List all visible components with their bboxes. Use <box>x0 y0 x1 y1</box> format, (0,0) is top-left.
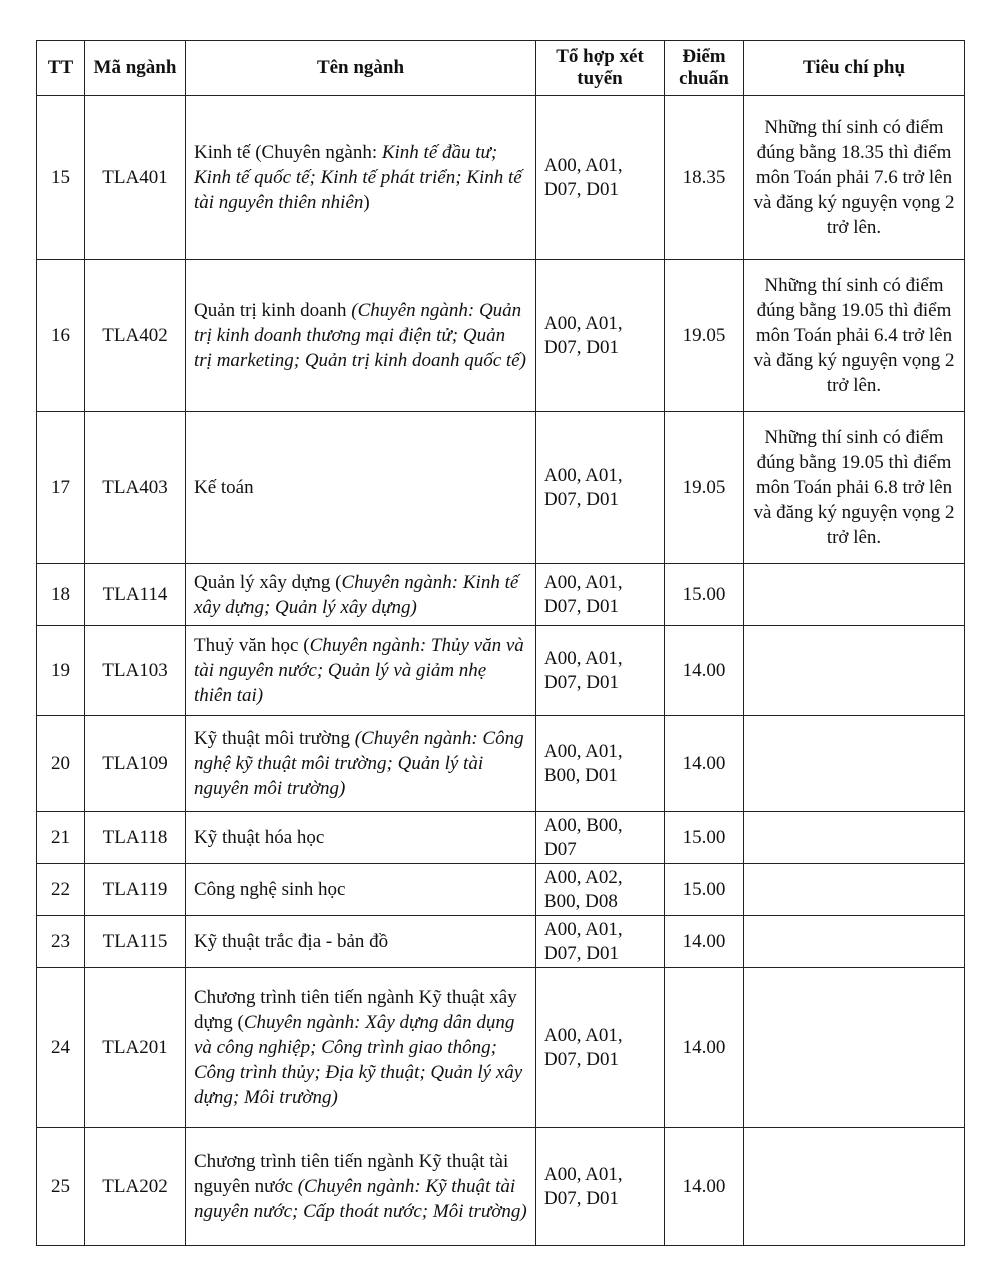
cutoff-score: 14.00 <box>665 716 744 812</box>
subject-combination: A00, A01, D07, D01 <box>536 968 665 1128</box>
header-cutoff-score: Điểm chuẩn <box>665 41 744 96</box>
header-major-code: Mã ngành <box>85 41 186 96</box>
table-row <box>37 260 965 412</box>
cutoff-score: 15.00 <box>665 864 744 916</box>
table-row <box>37 96 965 260</box>
major-name-italic: Chuyên ngành: Thủy văn và tài nguyên nước; Quản lý và giảm nhẹ thiên tai) <box>194 635 524 706</box>
row-number: 21 <box>37 812 85 864</box>
table-row <box>37 1128 965 1246</box>
table-row <box>37 716 965 812</box>
table-row <box>37 916 965 968</box>
major-name-text: Chương trình tiên tiến ngành Kỹ thuật xây dựng ( <box>194 987 517 1033</box>
major-name-text: Kế toán <box>194 477 254 498</box>
header-tt: TT <box>37 41 85 96</box>
table-row <box>37 812 965 864</box>
cutoff-score: 15.00 <box>665 812 744 864</box>
major-code: TLA118 <box>85 812 186 864</box>
major-code: TLA103 <box>85 626 186 716</box>
header-row <box>37 41 965 96</box>
major-name <box>186 968 536 1128</box>
subject-combination: A00, A01, D07, D01 <box>536 96 665 260</box>
cutoff-score: 19.05 <box>665 412 744 564</box>
secondary-criteria <box>744 812 965 864</box>
subject-combination: A00, B00, D07 <box>536 812 665 864</box>
major-name <box>186 626 536 716</box>
secondary-criteria <box>744 564 965 626</box>
row-number: 17 <box>37 412 85 564</box>
major-name-text: Kỹ thuật hóa học <box>194 827 325 848</box>
row-number: 25 <box>37 1128 85 1246</box>
header-subject-combination: Tổ hợp xét tuyển <box>536 41 665 96</box>
major-code: TLA115 <box>85 916 186 968</box>
major-code: TLA403 <box>85 412 186 564</box>
major-name <box>186 812 536 864</box>
secondary-criteria <box>744 626 965 716</box>
table-row <box>37 864 965 916</box>
major-name-italic: Chuyên ngành: Kinh tế xây dựng; Quản lý xây dựng) <box>194 571 519 618</box>
major-name <box>186 1128 536 1246</box>
major-name <box>186 96 536 260</box>
subject-combination: A00, A01, D07, D01 <box>536 412 665 564</box>
major-name-text: ) <box>363 192 370 213</box>
major-name-italic: Kinh tế đầu tư; Kinh tế quốc tế; Kinh tế phát triển; Kinh tế tài nguyên thiên nhiên <box>194 142 522 213</box>
row-number: 20 <box>37 716 85 812</box>
secondary-criteria <box>744 968 965 1128</box>
secondary-criteria <box>744 716 965 812</box>
cutoff-score: 15.00 <box>665 564 744 626</box>
major-name-text: Kỹ thuật trắc địa - bản đồ <box>194 931 389 952</box>
row-number: 22 <box>37 864 85 916</box>
major-name <box>186 260 536 412</box>
major-name-italic: Chuyên ngành: Xây dựng dân dụng và công nghiệp; Công trình giao thông; Công trình thủy; Địa kỹ thuật; Quản lý xây dựng; Môi trường) <box>194 1012 523 1108</box>
major-name-text: Thuỷ văn học ( <box>194 635 310 656</box>
row-number: 24 <box>37 968 85 1128</box>
header-major-name: Tên ngành <box>186 41 536 96</box>
major-name-italic: (Chuyên ngành: Quản trị kinh doanh thương mại điện tử; Quản trị marketing; Quản trị kinh doanh quốc tế) <box>194 300 526 371</box>
table-row <box>37 564 965 626</box>
major-code: TLA401 <box>85 96 186 260</box>
secondary-criteria <box>744 1128 965 1246</box>
secondary-criteria <box>744 864 965 916</box>
subject-combination: A00, A01, D07, D01 <box>536 916 665 968</box>
table-row <box>37 626 965 716</box>
major-name-text: Quản lý xây dựng ( <box>194 571 342 593</box>
major-code: TLA201 <box>85 968 186 1128</box>
major-name-italic: (Chuyên ngành: Kỹ thuật tài nguyên nước; Cấp thoát nước; Môi trường) <box>194 1176 527 1222</box>
cutoff-score: 18.35 <box>665 96 744 260</box>
major-name <box>186 864 536 916</box>
major-name <box>186 916 536 968</box>
table-row <box>37 968 965 1128</box>
major-code: TLA119 <box>85 864 186 916</box>
row-number: 18 <box>37 564 85 626</box>
table-row <box>37 412 965 564</box>
secondary-criteria: Những thí sinh có điểm đúng bằng 19.05 thì điểm môn Toán phải 6.8 trở lên và đăng ký nguyện vọng 2 trở lên. <box>744 412 965 564</box>
major-name <box>186 564 536 626</box>
subject-combination: A00, A02, B00, D08 <box>536 864 665 916</box>
major-code: TLA402 <box>85 260 186 412</box>
cutoff-score: 14.00 <box>665 968 744 1128</box>
secondary-criteria: Những thí sinh có điểm đúng bằng 18.35 thì điểm môn Toán phải 7.6 trở lên và đăng ký nguyện vọng 2 trở lên. <box>744 96 965 260</box>
subject-combination: A00, A01, D07, D01 <box>536 564 665 626</box>
secondary-criteria: Những thí sinh có điểm đúng bằng 19.05 thì điểm môn Toán phải 6.4 trở lên và đăng ký nguyện vọng 2 trở lên. <box>744 260 965 412</box>
cutoff-score: 14.00 <box>665 1128 744 1246</box>
subject-combination: A00, A01, B00, D01 <box>536 716 665 812</box>
row-number: 23 <box>37 916 85 968</box>
row-number: 16 <box>37 260 85 412</box>
major-code: TLA109 <box>85 716 186 812</box>
subject-combination: A00, A01, D07, D01 <box>536 260 665 412</box>
header-secondary-criteria: Tiêu chí phụ <box>744 41 965 96</box>
cutoff-score: 14.00 <box>665 626 744 716</box>
major-name-text: Công nghệ sinh học <box>194 879 346 900</box>
major-name-text: Quản trị kinh doanh <box>194 300 352 321</box>
row-number: 15 <box>37 96 85 260</box>
major-code: TLA114 <box>85 564 186 626</box>
subject-combination: A00, A01, D07, D01 <box>536 1128 665 1246</box>
cutoff-score: 19.05 <box>665 260 744 412</box>
major-code: TLA202 <box>85 1128 186 1246</box>
secondary-criteria <box>744 916 965 968</box>
major-name <box>186 716 536 812</box>
major-name <box>186 412 536 564</box>
major-name-italic: (Chuyên ngành: Công nghệ kỹ thuật môi trường; Quản lý tài nguyên môi trường) <box>194 728 524 799</box>
admission-scores-table <box>36 40 965 1246</box>
cutoff-score: 14.00 <box>665 916 744 968</box>
row-number: 19 <box>37 626 85 716</box>
major-name-text: Kỹ thuật môi trường <box>194 728 355 749</box>
major-name-text: Kinh tế (Chuyên ngành: <box>194 142 382 163</box>
subject-combination: A00, A01, D07, D01 <box>536 626 665 716</box>
major-name-text: Chương trình tiên tiến ngành Kỹ thuật tài nguyên nước <box>194 1151 509 1197</box>
